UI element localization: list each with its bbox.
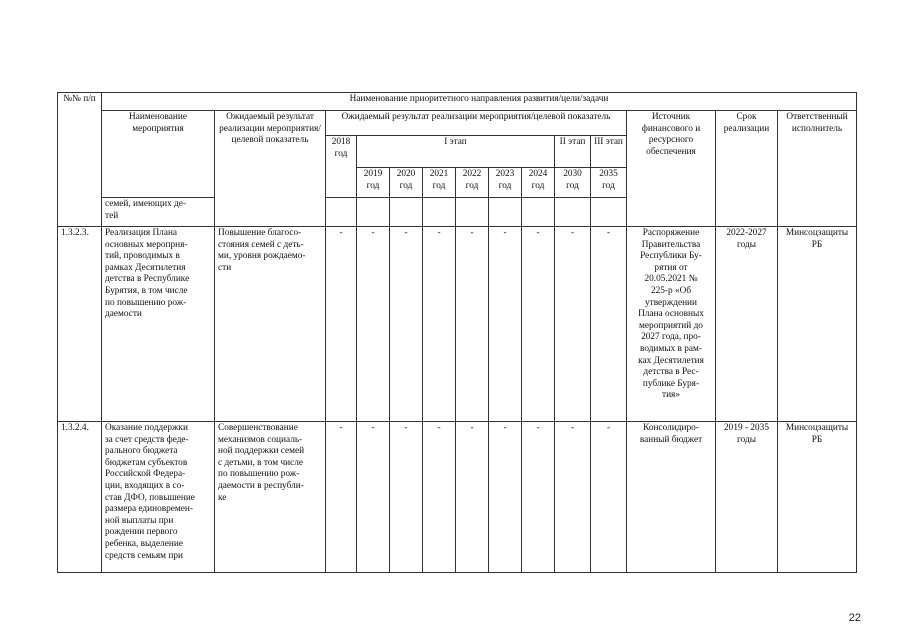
header-stage-2: II этап <box>555 136 591 168</box>
row-result: Совершенствование механизмов социаль- ной поддержки семей с детьми, в том числе по повышению рож- даемости в республи- ке <box>215 422 326 573</box>
row-value: - <box>456 422 489 573</box>
row-value: - <box>326 227 357 422</box>
row-num: 1.3.2.3. <box>58 227 102 422</box>
page-number: 22 <box>848 612 861 624</box>
row-responsible: Минсоцзащиты РБ <box>778 422 857 573</box>
row-value: - <box>555 227 591 422</box>
header-term: Срок реализации <box>716 111 778 227</box>
header-stage-1: I этап <box>357 136 555 168</box>
row-value: - <box>591 227 627 422</box>
header-year-cell: 2019 год <box>357 168 390 198</box>
header-year-2018: 2018 год <box>326 136 357 198</box>
row-value: - <box>423 422 456 573</box>
header-year-cell: 2030 год <box>555 168 591 198</box>
row-event-name: Реализация Плана основных меропрня- тий, проводимых в рамках Десятилетия детства в Республике Бурятия, в том числе по повышению рож- даемости <box>102 227 215 422</box>
row-term: 2022-2027 годы <box>716 227 778 422</box>
row-value: - <box>326 422 357 573</box>
row-value: - <box>423 227 456 422</box>
header-expected-by-year: Ожидаемый результат реализации мероприятия/целевой показатель <box>326 111 627 136</box>
row-result: Повышение благосо- стояния семей с деть- ми, уровня рождаемо- сти <box>215 227 326 422</box>
header-row-columns <box>58 111 857 136</box>
header-responsible: Ответственный исполнитель <box>778 111 857 227</box>
header-year-cell: 2021 год <box>423 168 456 198</box>
header-year-cell: 2023 год <box>489 168 522 198</box>
row-num: 1.3.2.4. <box>58 422 102 573</box>
table-row <box>58 422 857 573</box>
row-source: Распоряжение Правительства Республики Бу- рятия от 20.05.2021 № 225-р «Об утверждении Плана основных мероприятий до 2027 года, про- водимых в рам- ках Десятилетия детства в Рес- публике Буря- тия» <box>627 227 716 422</box>
row-value: - <box>390 227 423 422</box>
table-row <box>58 227 857 422</box>
continuation-text: семей, имеющих де- тей <box>102 198 215 227</box>
header-event-name: Наименование мероприятия <box>102 111 215 198</box>
row-value: - <box>522 227 555 422</box>
header-row-direction <box>58 93 857 111</box>
row-value: - <box>591 422 627 573</box>
row-value: - <box>489 422 522 573</box>
header-source: Источник финансового и ресурсного обеспечения <box>627 111 716 227</box>
row-value: - <box>456 227 489 422</box>
header-year-cell: 2035 год <box>591 168 627 198</box>
header-num: №№ п/п <box>58 93 102 227</box>
header-expected-result: Ожидаемый результат реализации мероприятия/целевой показатель <box>215 111 326 227</box>
header-stage-3: III этап <box>591 136 627 168</box>
header-year-cell: 2022 год <box>456 168 489 198</box>
row-value: - <box>555 422 591 573</box>
row-value: - <box>390 422 423 573</box>
row-value: - <box>522 422 555 573</box>
header-year-cell: 2024 год <box>522 168 555 198</box>
row-value: - <box>357 227 390 422</box>
header-direction: Наименование приоритетного направления развития/цели/задачи <box>102 93 857 111</box>
row-value: - <box>357 422 390 573</box>
row-responsible: Минсоцзащиты РБ <box>778 227 857 422</box>
row-source: Консолидиро- ванный бюджет <box>627 422 716 573</box>
row-term: 2019 - 2035 годы <box>716 422 778 573</box>
row-value: - <box>489 227 522 422</box>
header-year-cell: 2020 год <box>390 168 423 198</box>
measures-table <box>57 92 857 573</box>
row-event-name: Оказание поддержки за счет средств феде- рального бюджета бюджетам субъектов Российской Федера- ции, входящих в со- став ДФО, повышение размера единовремен- ной выплаты при рождении первого ребенка, выделение средств семьям при <box>102 422 215 573</box>
